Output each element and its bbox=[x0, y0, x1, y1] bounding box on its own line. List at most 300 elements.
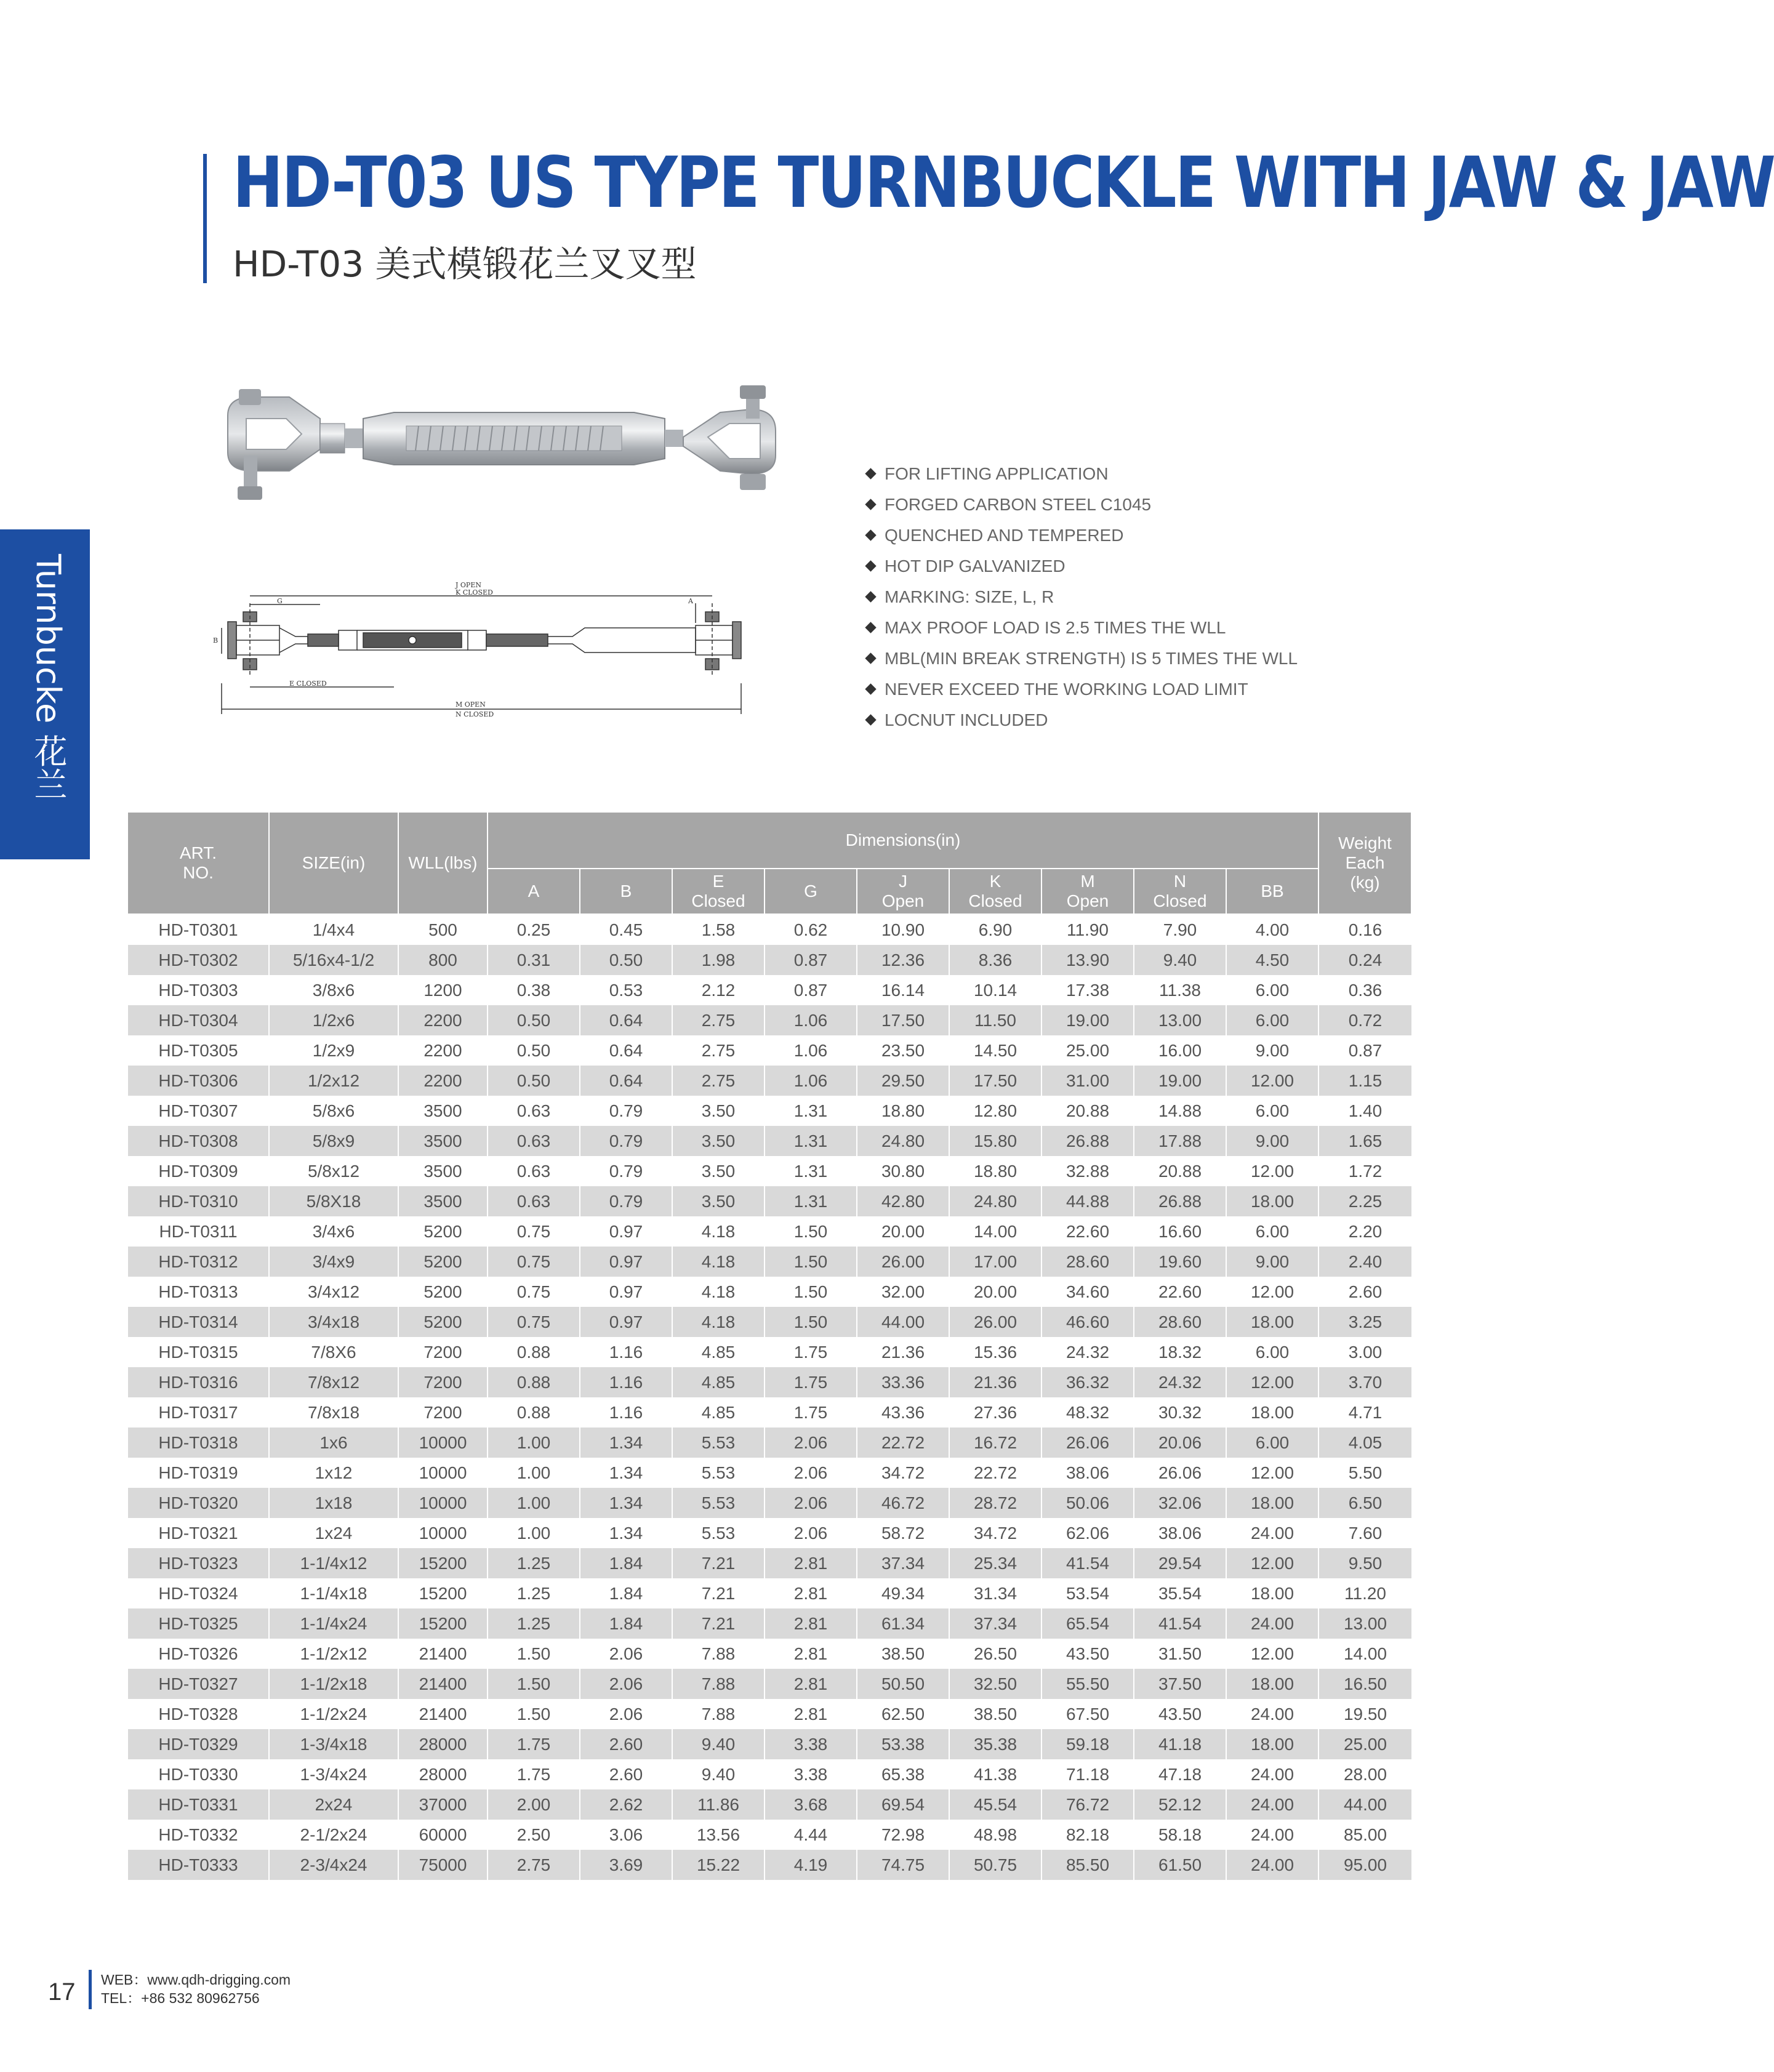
table-cell: 22.72 bbox=[949, 1458, 1042, 1488]
table-cell: 16.72 bbox=[949, 1428, 1042, 1458]
table-cell: 7.21 bbox=[672, 1548, 765, 1578]
table-cell: 1.84 bbox=[580, 1548, 672, 1578]
table-cell: 62.06 bbox=[1042, 1518, 1134, 1548]
page-title: HD-T03 US TYPE TURNBUCKLE WITH JAW & JAW bbox=[233, 142, 1774, 223]
table-row bbox=[127, 1035, 1411, 1066]
table-cell: 1x18 bbox=[269, 1488, 398, 1518]
feature-item: NEVER EXCEED THE WORKING LOAD LIMIT bbox=[867, 674, 1298, 705]
table-cell: 2.75 bbox=[672, 1066, 765, 1096]
table-cell: 2.50 bbox=[488, 1820, 580, 1850]
table-cell: 2.06 bbox=[765, 1428, 857, 1458]
table-row bbox=[127, 1488, 1411, 1518]
table-cell: 12.00 bbox=[1226, 1548, 1318, 1578]
table-cell: 0.88 bbox=[488, 1337, 580, 1367]
table-cell: 38.06 bbox=[1134, 1518, 1226, 1548]
table-cell: HD-T0324 bbox=[127, 1578, 269, 1608]
table-cell: 1-1/2x12 bbox=[269, 1639, 398, 1669]
title-accent-bar bbox=[203, 154, 207, 283]
table-cell: 2.06 bbox=[580, 1639, 672, 1669]
table-cell: 58.72 bbox=[857, 1518, 949, 1548]
table-cell: 9.00 bbox=[1226, 1126, 1318, 1156]
table-cell: 1.00 bbox=[488, 1428, 580, 1458]
diamond-bullet-icon bbox=[865, 653, 876, 664]
table-cell: 28.72 bbox=[949, 1488, 1042, 1518]
table-cell: 19.00 bbox=[1042, 1005, 1134, 1035]
table-cell: 24.00 bbox=[1226, 1699, 1318, 1729]
table-cell: 24.00 bbox=[1226, 1608, 1318, 1639]
table-cell: 11.38 bbox=[1134, 975, 1226, 1005]
table-cell: 19.00 bbox=[1134, 1066, 1226, 1096]
table-cell: 0.63 bbox=[488, 1126, 580, 1156]
table-cell: 0.87 bbox=[1318, 1035, 1411, 1066]
turnbuckle-dimension-drawing bbox=[209, 579, 800, 726]
table-cell: 3.50 bbox=[672, 1126, 765, 1156]
table-cell: 44.00 bbox=[857, 1307, 949, 1337]
table-cell: 44.88 bbox=[1042, 1186, 1134, 1216]
table-cell: HD-T0318 bbox=[127, 1428, 269, 1458]
table-cell: 5.53 bbox=[672, 1458, 765, 1488]
table-cell: 0.63 bbox=[488, 1156, 580, 1186]
table-cell: 13.00 bbox=[1318, 1608, 1411, 1639]
table-cell: 3500 bbox=[398, 1156, 488, 1186]
table-cell: 1.40 bbox=[1318, 1096, 1411, 1126]
table-cell: 1.15 bbox=[1318, 1066, 1411, 1096]
table-cell: 43.50 bbox=[1134, 1699, 1226, 1729]
subheader-k: K Closed bbox=[949, 869, 1042, 914]
table-cell: 15.36 bbox=[949, 1337, 1042, 1367]
table-cell: 12.00 bbox=[1226, 1156, 1318, 1186]
table-cell: 34.72 bbox=[857, 1458, 949, 1488]
table-cell: 2.75 bbox=[672, 1035, 765, 1066]
table-cell: 11.20 bbox=[1318, 1578, 1411, 1608]
diamond-bullet-icon bbox=[865, 622, 876, 633]
table-cell: 1.31 bbox=[765, 1126, 857, 1156]
table-cell: 11.90 bbox=[1042, 914, 1134, 945]
table-cell: HD-T0311 bbox=[127, 1216, 269, 1247]
table-cell: 0.79 bbox=[580, 1126, 672, 1156]
table-cell: 76.72 bbox=[1042, 1789, 1134, 1820]
table-cell: 5200 bbox=[398, 1247, 488, 1277]
table-cell: 38.06 bbox=[1042, 1458, 1134, 1488]
table-row bbox=[127, 975, 1411, 1005]
table-cell: 0.50 bbox=[488, 1005, 580, 1035]
table-cell: 1-1/2x18 bbox=[269, 1669, 398, 1699]
table-cell: 6.00 bbox=[1226, 1216, 1318, 1247]
table-cell: 24.00 bbox=[1226, 1759, 1318, 1789]
table-cell: 18.00 bbox=[1226, 1186, 1318, 1216]
table-cell: 5/16x4-1/2 bbox=[269, 945, 398, 975]
table-cell: 69.54 bbox=[857, 1789, 949, 1820]
table-cell: 65.38 bbox=[857, 1759, 949, 1789]
table-cell: 3.25 bbox=[1318, 1307, 1411, 1337]
table-cell: 0.25 bbox=[488, 914, 580, 945]
side-category-tab bbox=[0, 529, 90, 859]
table-cell: 61.50 bbox=[1134, 1850, 1226, 1880]
table-cell: 10000 bbox=[398, 1518, 488, 1548]
table-cell: 53.54 bbox=[1042, 1578, 1134, 1608]
table-cell: 46.60 bbox=[1042, 1307, 1134, 1337]
table-cell: 0.88 bbox=[488, 1367, 580, 1397]
table-cell: 7/8x12 bbox=[269, 1367, 398, 1397]
table-cell: 41.38 bbox=[949, 1759, 1042, 1789]
table-cell: 43.36 bbox=[857, 1397, 949, 1428]
table-row bbox=[127, 914, 1411, 945]
table-cell: 3.38 bbox=[765, 1759, 857, 1789]
subheader-j: J Open bbox=[857, 869, 949, 914]
table-cell: HD-T0315 bbox=[127, 1337, 269, 1367]
dim-label-m-open: M OPEN bbox=[456, 701, 486, 709]
table-cell: 28.60 bbox=[1042, 1247, 1134, 1277]
table-cell: 4.05 bbox=[1318, 1428, 1411, 1458]
table-cell: HD-T0317 bbox=[127, 1397, 269, 1428]
table-cell: 24.32 bbox=[1042, 1337, 1134, 1367]
table-cell: 2.06 bbox=[765, 1518, 857, 1548]
table-cell: 24.00 bbox=[1226, 1850, 1318, 1880]
table-cell: 2.81 bbox=[765, 1548, 857, 1578]
table-cell: HD-T0323 bbox=[127, 1548, 269, 1578]
table-cell: 37.34 bbox=[857, 1548, 949, 1578]
table-cell: 0.31 bbox=[488, 945, 580, 975]
table-row bbox=[127, 1548, 1411, 1578]
table-cell: 0.64 bbox=[580, 1035, 672, 1066]
table-cell: 62.50 bbox=[857, 1699, 949, 1729]
table-cell: 14.50 bbox=[949, 1035, 1042, 1066]
subheader-m: M Open bbox=[1042, 869, 1134, 914]
table-cell: 15.80 bbox=[949, 1126, 1042, 1156]
table-cell: 20.88 bbox=[1042, 1096, 1134, 1126]
table-cell: 1.75 bbox=[488, 1759, 580, 1789]
table-cell: 6.00 bbox=[1226, 1337, 1318, 1367]
table-cell: 18.00 bbox=[1226, 1488, 1318, 1518]
table-cell: 2.06 bbox=[765, 1488, 857, 1518]
table-cell: 3/4x9 bbox=[269, 1247, 398, 1277]
table-cell: 0.50 bbox=[488, 1066, 580, 1096]
table-cell: 0.75 bbox=[488, 1307, 580, 1337]
table-cell: HD-T0332 bbox=[127, 1820, 269, 1850]
table-cell: 15.22 bbox=[672, 1850, 765, 1880]
table-cell: 35.38 bbox=[949, 1729, 1042, 1759]
header-art-no: ART. NO. bbox=[127, 812, 269, 914]
table-cell: 4.19 bbox=[765, 1850, 857, 1880]
table-cell: 5.53 bbox=[672, 1428, 765, 1458]
table-cell: 2.81 bbox=[765, 1639, 857, 1669]
table-cell: 52.12 bbox=[1134, 1789, 1226, 1820]
table-cell: 28.60 bbox=[1134, 1307, 1226, 1337]
table-cell: 43.50 bbox=[1042, 1639, 1134, 1669]
table-cell: 7200 bbox=[398, 1397, 488, 1428]
table-cell: 13.00 bbox=[1134, 1005, 1226, 1035]
table-cell: 67.50 bbox=[1042, 1699, 1134, 1729]
table-cell: 30.80 bbox=[857, 1156, 949, 1186]
table-cell: 18.00 bbox=[1226, 1397, 1318, 1428]
table-cell: 1.50 bbox=[488, 1699, 580, 1729]
footer-web: WEB：www.qdh-drigging.com bbox=[101, 1972, 291, 1988]
table-cell: 3.06 bbox=[580, 1820, 672, 1850]
table-cell: 5/8x6 bbox=[269, 1096, 398, 1126]
table-cell: 37000 bbox=[398, 1789, 488, 1820]
table-cell: 18.00 bbox=[1226, 1307, 1318, 1337]
table-cell: 1.98 bbox=[672, 945, 765, 975]
diamond-bullet-icon bbox=[865, 683, 876, 694]
table-cell: 1.50 bbox=[488, 1639, 580, 1669]
table-cell: 6.00 bbox=[1226, 975, 1318, 1005]
table-cell: 34.60 bbox=[1042, 1277, 1134, 1307]
table-cell: 0.63 bbox=[488, 1096, 580, 1126]
feature-item: FOR LIFTING APPLICATION bbox=[867, 459, 1298, 489]
table-cell: HD-T0308 bbox=[127, 1126, 269, 1156]
table-cell: 0.97 bbox=[580, 1247, 672, 1277]
dim-label-e-closed: E CLOSED bbox=[289, 680, 327, 688]
dim-label-b: B bbox=[213, 636, 219, 644]
table-cell: 9.00 bbox=[1226, 1035, 1318, 1066]
table-cell: 6.00 bbox=[1226, 1096, 1318, 1126]
table-cell: 0.79 bbox=[580, 1096, 672, 1126]
table-row bbox=[127, 1669, 1411, 1699]
table-cell: 19.60 bbox=[1134, 1247, 1226, 1277]
header-wll: WLL(lbs) bbox=[398, 812, 488, 914]
table-cell: 5/8x9 bbox=[269, 1126, 398, 1156]
table-cell: 4.44 bbox=[765, 1820, 857, 1850]
table-cell: 3.70 bbox=[1318, 1367, 1411, 1397]
table-cell: 29.50 bbox=[857, 1066, 949, 1096]
table-cell: 17.00 bbox=[949, 1247, 1042, 1277]
table-cell: 49.34 bbox=[857, 1578, 949, 1608]
table-cell: 2.06 bbox=[580, 1699, 672, 1729]
diamond-bullet-icon bbox=[865, 591, 876, 602]
table-cell: 4.71 bbox=[1318, 1397, 1411, 1428]
table-cell: 2.62 bbox=[580, 1789, 672, 1820]
table-cell: 800 bbox=[398, 945, 488, 975]
table-cell: 18.00 bbox=[1226, 1729, 1318, 1759]
table-cell: 2.60 bbox=[580, 1729, 672, 1759]
table-cell: 1.75 bbox=[765, 1367, 857, 1397]
table-cell: 72.98 bbox=[857, 1820, 949, 1850]
diamond-bullet-icon bbox=[865, 468, 876, 479]
table-cell: 4.18 bbox=[672, 1307, 765, 1337]
table-cell: 85.00 bbox=[1318, 1820, 1411, 1850]
table-row bbox=[127, 1066, 1411, 1096]
table-cell: 0.72 bbox=[1318, 1005, 1411, 1035]
table-cell: 1.16 bbox=[580, 1397, 672, 1428]
table-cell: 4.85 bbox=[672, 1337, 765, 1367]
table-cell: 2.25 bbox=[1318, 1186, 1411, 1216]
table-cell: 4.18 bbox=[672, 1247, 765, 1277]
diamond-bullet-icon bbox=[865, 714, 876, 725]
table-cell: 17.50 bbox=[949, 1066, 1042, 1096]
table-cell: 12.00 bbox=[1226, 1277, 1318, 1307]
table-cell: HD-T0305 bbox=[127, 1035, 269, 1066]
header-dimensions: Dimensions(in) bbox=[488, 812, 1318, 869]
table-row bbox=[127, 1096, 1411, 1126]
table-cell: 0.36 bbox=[1318, 975, 1411, 1005]
table-cell: 1.00 bbox=[488, 1458, 580, 1488]
table-cell: HD-T0310 bbox=[127, 1186, 269, 1216]
table-cell: 44.00 bbox=[1318, 1789, 1411, 1820]
table-cell: 48.98 bbox=[949, 1820, 1042, 1850]
table-cell: 17.88 bbox=[1134, 1126, 1226, 1156]
table-cell: 3.50 bbox=[672, 1186, 765, 1216]
table-cell: 45.54 bbox=[949, 1789, 1042, 1820]
table-cell: 23.50 bbox=[857, 1035, 949, 1066]
table-cell: HD-T0316 bbox=[127, 1367, 269, 1397]
table-cell: 0.16 bbox=[1318, 914, 1411, 945]
table-cell: 7.88 bbox=[672, 1639, 765, 1669]
table-cell: 32.00 bbox=[857, 1277, 949, 1307]
table-cell: 1.06 bbox=[765, 1066, 857, 1096]
table-cell: 4.85 bbox=[672, 1367, 765, 1397]
table-cell: HD-T0328 bbox=[127, 1699, 269, 1729]
dim-label-j-open: J OPEN bbox=[456, 581, 481, 589]
table-cell: 41.54 bbox=[1042, 1548, 1134, 1578]
table-cell: 9.50 bbox=[1318, 1548, 1411, 1578]
table-cell: 7.21 bbox=[672, 1608, 765, 1639]
table-row bbox=[127, 1820, 1411, 1850]
table-cell: 17.50 bbox=[857, 1005, 949, 1035]
diamond-bullet-icon bbox=[865, 560, 876, 571]
table-cell: HD-T0321 bbox=[127, 1518, 269, 1548]
table-cell: 50.75 bbox=[949, 1850, 1042, 1880]
table-cell: 82.18 bbox=[1042, 1820, 1134, 1850]
table-cell: 15200 bbox=[398, 1548, 488, 1578]
table-row bbox=[127, 1337, 1411, 1367]
table-cell: HD-T0313 bbox=[127, 1277, 269, 1307]
table-cell: 20.00 bbox=[949, 1277, 1042, 1307]
table-cell: 16.50 bbox=[1318, 1669, 1411, 1699]
table-cell: 7.88 bbox=[672, 1699, 765, 1729]
table-cell: 27.36 bbox=[949, 1397, 1042, 1428]
table-cell: 1.31 bbox=[765, 1186, 857, 1216]
table-cell: 2.81 bbox=[765, 1608, 857, 1639]
table-cell: 0.64 bbox=[580, 1005, 672, 1035]
table-cell: 2-1/2x24 bbox=[269, 1820, 398, 1850]
table-cell: 24.80 bbox=[949, 1186, 1042, 1216]
table-cell: 65.54 bbox=[1042, 1608, 1134, 1639]
table-cell: HD-T0304 bbox=[127, 1005, 269, 1035]
table-cell: 38.50 bbox=[949, 1699, 1042, 1729]
table-cell: 1.00 bbox=[488, 1518, 580, 1548]
table-cell: 1.50 bbox=[488, 1669, 580, 1699]
table-cell: 0.45 bbox=[580, 914, 672, 945]
table-cell: 18.80 bbox=[857, 1096, 949, 1126]
table-cell: 32.06 bbox=[1134, 1488, 1226, 1518]
table-cell: 0.75 bbox=[488, 1247, 580, 1277]
table-cell: HD-T0320 bbox=[127, 1488, 269, 1518]
table-cell: HD-T0312 bbox=[127, 1247, 269, 1277]
table-cell: 1.06 bbox=[765, 1005, 857, 1035]
diamond-bullet-icon bbox=[865, 499, 876, 510]
table-cell: 25.00 bbox=[1318, 1729, 1411, 1759]
table-cell: HD-T0330 bbox=[127, 1759, 269, 1789]
table-cell: 12.00 bbox=[1226, 1639, 1318, 1669]
subheader-b: B bbox=[580, 869, 672, 914]
feature-item: HOT DIP GALVANIZED bbox=[867, 551, 1298, 582]
page-number: 17 bbox=[48, 1978, 76, 2006]
table-cell: 9.00 bbox=[1226, 1247, 1318, 1277]
table-cell: 26.88 bbox=[1134, 1186, 1226, 1216]
table-cell: 3.00 bbox=[1318, 1337, 1411, 1367]
table-cell: 7200 bbox=[398, 1337, 488, 1367]
table-cell: 41.54 bbox=[1134, 1608, 1226, 1639]
table-cell: 3/4x12 bbox=[269, 1277, 398, 1307]
table-cell: 20.06 bbox=[1134, 1428, 1226, 1458]
page-subtitle: HD-T03 美式模锻花兰叉叉型 bbox=[233, 243, 697, 285]
table-cell: 1-3/4x18 bbox=[269, 1729, 398, 1759]
subheader-a: A bbox=[488, 869, 580, 914]
dim-label-k-closed: K CLOSED bbox=[456, 588, 493, 596]
table-cell: 10000 bbox=[398, 1488, 488, 1518]
table-cell: 7.90 bbox=[1134, 914, 1226, 945]
subheader-g: G bbox=[765, 869, 857, 914]
table-cell: 2.75 bbox=[672, 1005, 765, 1035]
dim-label-a: A bbox=[688, 597, 693, 605]
table-cell: 5.50 bbox=[1318, 1458, 1411, 1488]
table-cell: 21400 bbox=[398, 1699, 488, 1729]
table-cell: 1x12 bbox=[269, 1458, 398, 1488]
table-cell: 21400 bbox=[398, 1669, 488, 1699]
table-cell: 1200 bbox=[398, 975, 488, 1005]
table-row bbox=[127, 1216, 1411, 1247]
table-cell: HD-T0314 bbox=[127, 1307, 269, 1337]
table-cell: 0.63 bbox=[488, 1186, 580, 1216]
table-row bbox=[127, 1367, 1411, 1397]
table-cell: 7/8x18 bbox=[269, 1397, 398, 1428]
table-cell: 13.90 bbox=[1042, 945, 1134, 975]
table-cell: 1.84 bbox=[580, 1578, 672, 1608]
feature-item: MARKING: SIZE, L, R bbox=[867, 582, 1298, 612]
table-cell: 3500 bbox=[398, 1096, 488, 1126]
table-cell: 0.97 bbox=[580, 1307, 672, 1337]
table-row bbox=[127, 1005, 1411, 1035]
table-cell: 5200 bbox=[398, 1216, 488, 1247]
table-cell: 2.00 bbox=[488, 1789, 580, 1820]
table-row bbox=[127, 1397, 1411, 1428]
table-cell: 2.12 bbox=[672, 975, 765, 1005]
table-cell: 3.69 bbox=[580, 1850, 672, 1880]
table-cell: 3/4x6 bbox=[269, 1216, 398, 1247]
table-cell: 41.18 bbox=[1134, 1729, 1226, 1759]
table-cell: 4.18 bbox=[672, 1216, 765, 1247]
table-cell: HD-T0327 bbox=[127, 1669, 269, 1699]
table-cell: 18.00 bbox=[1226, 1578, 1318, 1608]
table-cell: 1.75 bbox=[765, 1337, 857, 1367]
table-row bbox=[127, 1156, 1411, 1186]
table-cell: 1.65 bbox=[1318, 1126, 1411, 1156]
table-cell: 36.32 bbox=[1042, 1367, 1134, 1397]
table-cell: 6.90 bbox=[949, 914, 1042, 945]
table-cell: 16.14 bbox=[857, 975, 949, 1005]
table-cell: 18.00 bbox=[1226, 1669, 1318, 1699]
table-cell: 0.79 bbox=[580, 1186, 672, 1216]
footer-contact bbox=[101, 1970, 291, 2007]
table-cell: 21.36 bbox=[949, 1367, 1042, 1397]
table-cell: 1-1/4x24 bbox=[269, 1608, 398, 1639]
table-cell: 2200 bbox=[398, 1035, 488, 1066]
table-cell: 2.81 bbox=[765, 1578, 857, 1608]
table-cell: 22.72 bbox=[857, 1428, 949, 1458]
table-cell: 46.72 bbox=[857, 1488, 949, 1518]
table-cell: 2.06 bbox=[580, 1669, 672, 1699]
table-cell: 48.32 bbox=[1042, 1397, 1134, 1428]
table-row bbox=[127, 1458, 1411, 1488]
table-cell: 10.90 bbox=[857, 914, 949, 945]
table-cell: 1.34 bbox=[580, 1428, 672, 1458]
table-cell: 3/4x18 bbox=[269, 1307, 398, 1337]
table-row bbox=[127, 1428, 1411, 1458]
table-cell: 7.21 bbox=[672, 1578, 765, 1608]
table-row bbox=[127, 1608, 1411, 1639]
feature-item: FORGED CARBON STEEL C1045 bbox=[867, 489, 1298, 520]
table-cell: 59.18 bbox=[1042, 1729, 1134, 1759]
